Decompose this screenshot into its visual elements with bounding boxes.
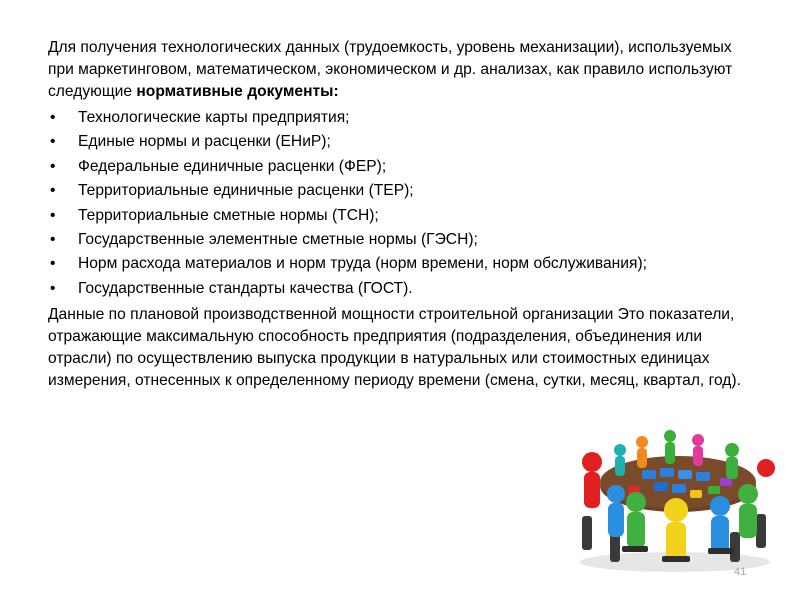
list-item-text: Единые нормы и расценки (ЕНиР); (78, 133, 331, 151)
intro-bold: нормативные документы: (136, 83, 339, 100)
list-item (48, 155, 760, 179)
bullet-icon: • (50, 279, 56, 297)
intro-paragraph (48, 37, 760, 103)
round-table-puzzle-meeting-icon (570, 424, 780, 574)
outro-paragraph: Данные по плановой производственной мощности строительной организации Это показатели, отражающие максимальную способность предприятия (подразделения, объединения или отрасли) по осуществлению выпуска продукции в натуральных или стоимостных единицах измерения, отнесенных к определенному периоду времени (смена, сутки, месяц, квартал, год). (48, 306, 741, 390)
list-item-text: Государственные стандарты качества (ГОСТ). (78, 279, 413, 297)
list-item (48, 252, 760, 276)
list-item-text: Государственные элементные сметные нормы (ГЭСН); (78, 230, 478, 248)
list-item-text: Технологические карты предприятия; (78, 109, 350, 126)
list-item-text: Территориальные сметные нормы (ТСН); (78, 206, 379, 224)
list-item (48, 106, 760, 130)
bullet-icon: • (50, 157, 56, 175)
slide-body (48, 37, 760, 392)
list-item (48, 130, 760, 154)
bullet-icon: • (50, 182, 56, 200)
list-item (48, 277, 760, 301)
list-item-text: Территориальные единичные расценки (ТЕР); (78, 182, 414, 200)
list-item (48, 179, 760, 203)
intro-text: Для получения технологических данных (трудоемкость, уровень механизации), используемых при маркетинговом, математическом, экономическом и др. анализах, как правило используют следующие (48, 39, 733, 100)
list-item (48, 204, 760, 228)
bullet-icon: • (50, 255, 56, 273)
list-item-text: Норм расхода материалов и норм труда (норм времени, норм обслуживания); (78, 255, 647, 273)
bullet-icon: • (50, 133, 56, 151)
bullet-icon: • (50, 109, 56, 126)
list-item-text: Федеральные единичные расценки (ФЕР); (78, 157, 387, 175)
page-number: 41 (734, 566, 747, 578)
bullet-list (48, 106, 760, 301)
bullet-icon: • (50, 230, 56, 248)
list-item (48, 228, 760, 252)
bullet-icon: • (50, 206, 56, 224)
